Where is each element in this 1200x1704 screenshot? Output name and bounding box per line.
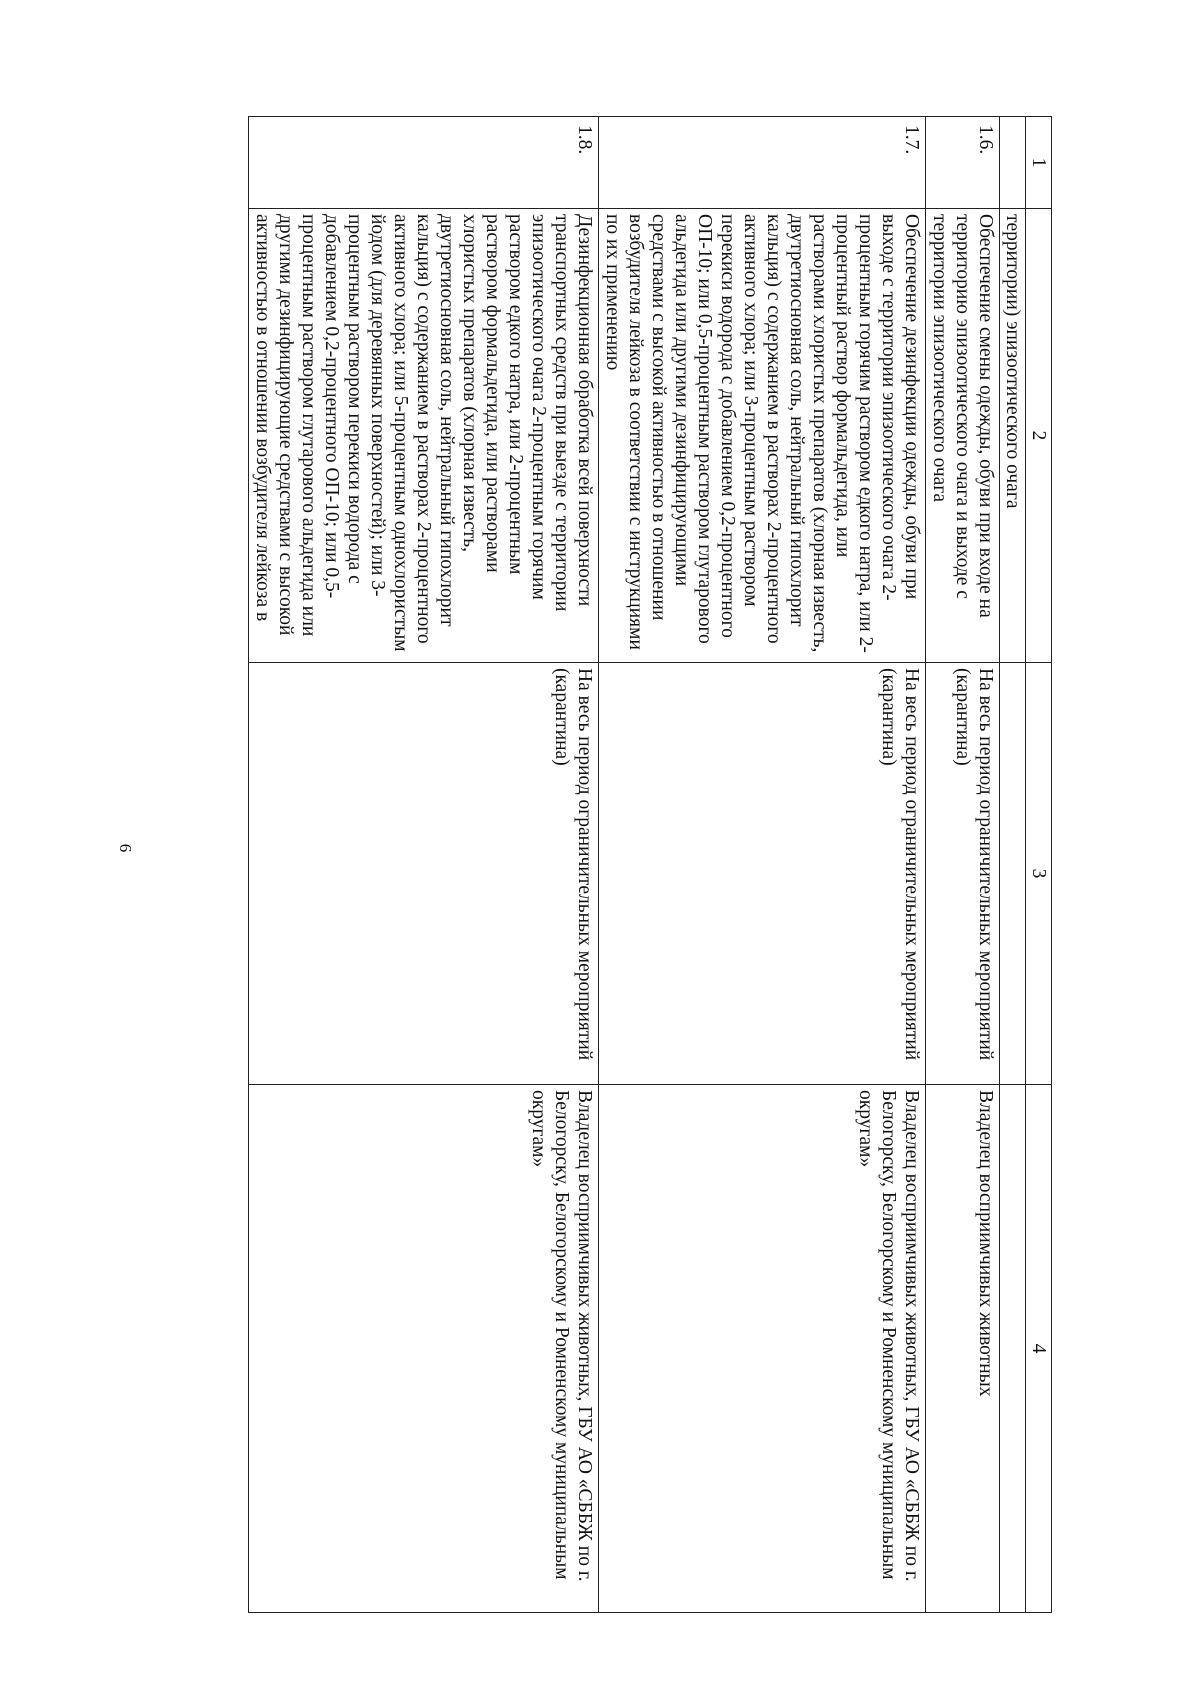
page-number: 6 (116, 843, 135, 853)
row-responsible: Владелец восприимчивых животных, ГБУ АО «СББЖ по г. Белогорску, Белогорскому и Ромненскому муниципальным округам» (249, 1085, 599, 1613)
continuation-text: территории) эпизоотического очага (1000, 209, 1026, 663)
continuation-cell-empty (1000, 1085, 1026, 1613)
row-measure: Дезинфекционная обработка всей поверхности транспортных средств при выезде с территории эпизоотического очага 2-процентным горячим раствором едкого натра, или 2-процентным раствором формальдегида, или растворами хлористых препаратов (хлорная известь, двутретиосновная соль, нейтральный гипохлорит кальция) с содержанием в растворах 2-процентного активного хлора; или 5-процентным однохлористым йодом (для деревянных поверхностей); или 3-процентным раствором перекиси водорода с добавлением 0,2-процентного ОП-10; или 0,5-процентным раствором глутарового альдегида или другими дезинфицирующие средствами с высокой активностью в отношении возбудителя лейкоза в (249, 209, 599, 663)
row-number: 1.6. (926, 117, 1000, 209)
table-row (926, 117, 1000, 1613)
rotated-table-container (140, 116, 1052, 1612)
continuation-cell-empty (1000, 663, 1026, 1085)
row-responsible: Владелец восприимчивых животных, ГБУ АО «СББЖ по г. Белогорску, Белогорскому и Ромненскому муниципальным округам» (599, 1085, 926, 1613)
continuation-row (1000, 117, 1026, 1613)
row-period: На весь период ограничительных мероприятий (карантина) (599, 663, 926, 1085)
row-period: На весь период ограничительных мероприятий (карантина) (249, 663, 599, 1085)
row-measure: Обеспечение дезинфекции одежды, обуви при выходе с территории эпизоотического очага 2-процентным горячим раствором едкого натра, или 2-процентный раствор формальдегида, или растворами хлористых препаратов (хлорная известь, двутретиосновная соль, нейтральный гипохлорит кальция) с содержанием в растворах 2-процентного активного хлора; или 3-процентным раствором перекиси водорода с добавлением 0,2-процентного ОП-10; или 0,5-процентным раствором глутарового альдегида или другими дезинфицирующими средствами с высокой активностью в отношении возбудителя лейкоза в соответствии с инструкциями по их применению (599, 209, 926, 663)
measures-table (248, 116, 1052, 1613)
table-header-row (1026, 117, 1052, 1613)
header-cell-col2: 2 (1026, 209, 1052, 663)
row-number: 1.7. (599, 117, 926, 209)
header-cell-col1: 1 (1026, 117, 1052, 209)
table-row (249, 117, 599, 1613)
row-period: На весь период ограничительных мероприятий (карантина) (926, 663, 1000, 1085)
header-cell-col4: 4 (1026, 1085, 1052, 1613)
header-cell-col3: 3 (1026, 663, 1052, 1085)
continuation-cell-empty (1000, 117, 1026, 209)
row-responsible: Владелец восприимчивых животных (926, 1085, 1000, 1613)
row-measure: Обеспечение смены одежды, обуви при входе на территорию эпизоотического очага и выходе с территории эпизоотического очага (926, 209, 1000, 663)
table-row (599, 117, 926, 1613)
row-number: 1.8. (249, 117, 599, 209)
